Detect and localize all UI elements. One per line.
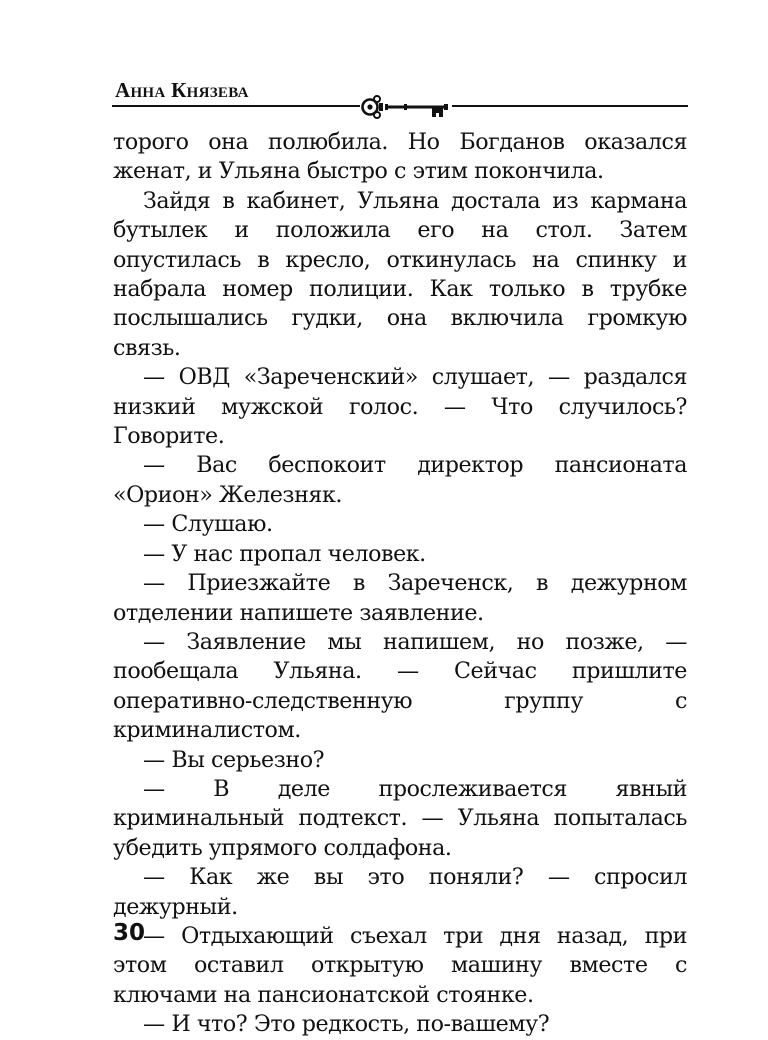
body-text — [113, 128, 687, 1040]
page-number: 30 — [113, 920, 146, 946]
running-head: Анна Князева — [115, 78, 249, 102]
paragraph: — И что? Это редкость, по-вашему? — [143, 1011, 550, 1038]
paragraph: — Слушаю. — [143, 511, 273, 538]
paragraph: — Как же вы это поняли? — спросил дежурный. — [113, 864, 687, 920]
paragraph: — Приезжайте в Зареченск, в дежурном отделении напишете заявление. — [113, 570, 687, 626]
paragraph: — Отдыхающий съехал три дня назад, при этом оставил открытую машину вместе с ключами на пансионатской стоянке. — [113, 922, 687, 1008]
paragraph: — В деле прослеживается явный криминальный подтекст. — Ульяна попыталась убедить упрямого солдафона. — [113, 775, 687, 861]
paragraph: — Заявление мы напишем, но позже, — пообещала Ульяна. — Сейчас пришлите оперативно-следственную группу с криминалистом. — [113, 628, 687, 744]
paragraph: Зайдя в кабинет, Ульяна достала из кармана бутылек и положила его на стол. Затем опустилась в кресло, откинулась на спинку и набрала номер полиции. Как только в трубке послышались гудки, она включила громкую связь. — [113, 187, 687, 361]
paragraph: — Вы серьезно? — [143, 746, 325, 773]
paragraph: — ОВД «Зареченский» слушает, — раздался низкий мужской голос. — Что случилось? Говорите. — [113, 364, 687, 450]
paragraph: — У нас пропал человек. — [143, 540, 426, 567]
paragraph: — Вас беспокоит директор пансионата «Орион» Железняк. — [113, 452, 687, 508]
paragraph: торого она полюбила. Но Богданов оказался женат, и Ульяна быстро с этим покончила. — [113, 129, 687, 185]
key-icon — [360, 93, 452, 121]
